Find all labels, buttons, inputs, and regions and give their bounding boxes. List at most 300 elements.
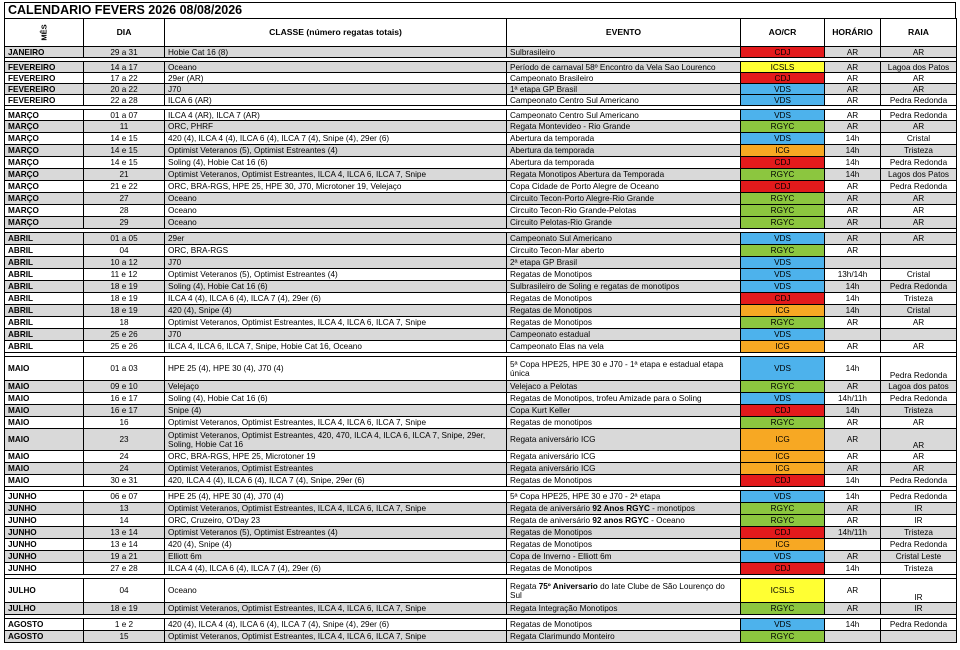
cell-aocr: RGYC	[741, 193, 825, 205]
cell-horario: 14h	[825, 475, 881, 487]
cell-evento: Regatas de Monotipos	[507, 563, 741, 575]
table-row	[5, 95, 957, 106]
cell-mes: ABRIL	[5, 269, 84, 281]
cell-raia: Pedra Redonda	[881, 181, 957, 193]
cell-dia: 01 a 05	[84, 233, 165, 245]
cell-aocr: RGYC	[741, 317, 825, 329]
cell-mes: ABRIL	[5, 293, 84, 305]
cell-dia: 13	[84, 503, 165, 515]
cell-horario: AR	[825, 84, 881, 95]
spreadsheet	[4, 2, 956, 643]
cell-dia: 14 a 17	[84, 62, 165, 73]
cell-mes: MARÇO	[5, 110, 84, 121]
cell-aocr: VDS	[741, 233, 825, 245]
cell-horario: AR	[825, 121, 881, 133]
cell-mes: AGOSTO	[5, 631, 84, 643]
cell-evento: 5ª Copa HPE25, HPE 30 e J70 - 1ª etapa e estadual etapa única	[507, 357, 741, 381]
table-row	[5, 579, 957, 603]
cell-raia: AR	[881, 451, 957, 463]
cell-evento: Regatas de Monotipos	[507, 619, 741, 631]
cell-aocr: RGYC	[741, 217, 825, 229]
cell-mes: ABRIL	[5, 317, 84, 329]
cell-dia: 04	[84, 579, 165, 603]
cell-horario: AR	[825, 62, 881, 73]
cell-raia: Tristeza	[881, 563, 957, 575]
cell-mes: JUNHO	[5, 563, 84, 575]
cell-raia: IR	[881, 603, 957, 615]
cell-evento: Copa Kurt Keller	[507, 405, 741, 417]
cell-mes: JANEIRO	[5, 47, 84, 58]
cell-raia: Pedra Redonda	[881, 281, 957, 293]
cell-horario: 14h	[825, 169, 881, 181]
table-row	[5, 527, 957, 539]
sheet-title: CALENDARIO FEVERS 2026 08/08/2026	[4, 2, 956, 18]
cell-raia: AR	[881, 429, 957, 451]
cell-classe: ILCA 4 (AR), ILCA 7 (AR)	[165, 110, 507, 121]
cell-classe: Soling (4), Hobie Cat 16 (6)	[165, 157, 507, 169]
cell-mes: JUNHO	[5, 503, 84, 515]
cell-classe: 420 (4), Snipe (4)	[165, 539, 507, 551]
cell-horario: 14h	[825, 157, 881, 169]
cell-aocr: CDJ	[741, 73, 825, 84]
cell-dia: 18 e 19	[84, 603, 165, 615]
cell-classe: Oceano	[165, 205, 507, 217]
cell-mes: JUNHO	[5, 527, 84, 539]
cell-mes: MARÇO	[5, 169, 84, 181]
cell-aocr: CDJ	[741, 475, 825, 487]
cell-raia: Lagoa dos patos	[881, 381, 957, 393]
cell-mes: MAIO	[5, 429, 84, 451]
cell-dia: 13 e 14	[84, 527, 165, 539]
cell-aocr: ICSLS	[741, 62, 825, 73]
cell-evento: Circuito Tecon-Mar aberto	[507, 245, 741, 257]
cell-evento: Campeonato Sul Americano	[507, 233, 741, 245]
table-row	[5, 233, 957, 245]
cell-classe: Optimist Veteranos, Optimist Estreantes, ILCA 4, ILCA 6, ILCA 7, Snipe	[165, 631, 507, 643]
table-row	[5, 563, 957, 575]
cell-raia: Pedra Redonda	[881, 95, 957, 106]
table-row	[5, 329, 957, 341]
cell-aocr: RGYC	[741, 169, 825, 181]
cell-classe: 420 (4), ILCA 4 (4), ILCA 6 (4), ILCA 7 (4), Snipe (4), 29er (6)	[165, 619, 507, 631]
table-row	[5, 269, 957, 281]
cell-raia: AR	[881, 47, 957, 58]
header-row	[5, 19, 957, 47]
cell-mes: MARÇO	[5, 133, 84, 145]
cell-raia: Cristal	[881, 133, 957, 145]
cell-classe: ORC, BRA-RGS, HPE 25, HPE 30, J70, Microtoner 19, Velejaço	[165, 181, 507, 193]
cell-dia: 14	[84, 515, 165, 527]
cell-dia: 25 e 26	[84, 341, 165, 353]
cell-classe: 29er (AR)	[165, 73, 507, 84]
table-row	[5, 503, 957, 515]
cell-mes: ABRIL	[5, 305, 84, 317]
cell-aocr: VDS	[741, 281, 825, 293]
cell-mes: FEVEREIRO	[5, 84, 84, 95]
cell-dia: 27 e 28	[84, 563, 165, 575]
cell-dia: 10 a 12	[84, 257, 165, 269]
cell-horario: AR	[825, 181, 881, 193]
cell-aocr: ICG	[741, 429, 825, 451]
cell-raia: Pedra Redonda	[881, 539, 957, 551]
table-row	[5, 169, 957, 181]
table-row	[5, 62, 957, 73]
table-row	[5, 619, 957, 631]
table-row	[5, 539, 957, 551]
cell-dia: 28	[84, 205, 165, 217]
cell-mes: ABRIL	[5, 329, 84, 341]
cell-horario: AR	[825, 603, 881, 615]
cell-classe: Optimist Veteranos, Optimist Estreantes	[165, 463, 507, 475]
cell-mes: ABRIL	[5, 257, 84, 269]
cell-classe: J70	[165, 329, 507, 341]
cell-raia: Pedra Redonda	[881, 619, 957, 631]
cell-aocr: CDJ	[741, 563, 825, 575]
cell-evento: Circuito Tecon-Rio Grande-Pelotas	[507, 205, 741, 217]
cell-classe: ORC, PHRF	[165, 121, 507, 133]
cell-raia	[881, 631, 957, 643]
cell-evento: Regatas de Monotipos	[507, 317, 741, 329]
cell-raia: Pedra Redonda	[881, 475, 957, 487]
cell-raia: Tristeza	[881, 145, 957, 157]
cell-mes: ABRIL	[5, 281, 84, 293]
calendar-table	[4, 18, 957, 643]
cell-classe: Oceano	[165, 217, 507, 229]
cell-dia: 21 e 22	[84, 181, 165, 193]
cell-horario: 14h	[825, 133, 881, 145]
table-row	[5, 217, 957, 229]
cell-evento: Sulbrasileiro de Soling e regatas de monotipos	[507, 281, 741, 293]
cell-evento: Regatas de Monotipos	[507, 527, 741, 539]
cell-raia	[881, 245, 957, 257]
cell-aocr: CDJ	[741, 157, 825, 169]
cell-evento: Sulbrasileiro	[507, 47, 741, 58]
cell-evento: Regata aniversário ICG	[507, 463, 741, 475]
table-row	[5, 73, 957, 84]
cell-raia: Cristal	[881, 305, 957, 317]
cell-raia: Pedra Redonda	[881, 110, 957, 121]
cell-horario: 14h	[825, 491, 881, 503]
cell-classe: 420 (4), ILCA 4 (4), ILCA 6 (4), ILCA 7 (4), Snipe (4), 29er (6)	[165, 133, 507, 145]
table-row	[5, 515, 957, 527]
cell-mes: MARÇO	[5, 157, 84, 169]
cell-horario	[825, 329, 881, 341]
cell-aocr: VDS	[741, 110, 825, 121]
cell-horario: AR	[825, 381, 881, 393]
cell-aocr: CDJ	[741, 47, 825, 58]
cell-classe: HPE 25 (4), HPE 30 (4), J70 (4)	[165, 357, 507, 381]
cell-mes: MARÇO	[5, 145, 84, 157]
table-row	[5, 245, 957, 257]
cell-evento: Copa Cidade de Porto Alegre de Oceano	[507, 181, 741, 193]
cell-horario: 14h	[825, 281, 881, 293]
cell-mes: MAIO	[5, 405, 84, 417]
table-row	[5, 551, 957, 563]
cell-classe: ORC, BRA-RGS, HPE 25, Microtoner 19	[165, 451, 507, 463]
cell-classe: 420, ILCA 4 (4), ILCA 6 (4), ILCA 7 (4), Snipe, 29er (6)	[165, 475, 507, 487]
cell-classe: ILCA 4 (4), ILCA 6 (4), ILCA 7 (4), 29er (6)	[165, 293, 507, 305]
cell-dia: 30 e 31	[84, 475, 165, 487]
table-row	[5, 317, 957, 329]
table-row	[5, 293, 957, 305]
cell-horario: AR	[825, 110, 881, 121]
table-row	[5, 157, 957, 169]
cell-classe: Optimist Veteranos (5), Optimist Estreantes (4)	[165, 145, 507, 157]
cell-horario: 14h	[825, 405, 881, 417]
cell-evento: Campeonato Elas na vela	[507, 341, 741, 353]
cell-evento: Abertura da temporada	[507, 133, 741, 145]
table-row	[5, 47, 957, 58]
cell-aocr: VDS	[741, 491, 825, 503]
cell-evento: 1ª etapa GP Brasil	[507, 84, 741, 95]
cell-classe: J70	[165, 257, 507, 269]
cell-classe: Optimist Veteranos, Optimist Estreantes, ILCA 4, ILCA 6, ILCA 7, Snipe	[165, 169, 507, 181]
cell-horario: AR	[825, 73, 881, 84]
cell-dia: 17 a 22	[84, 73, 165, 84]
cell-horario: AR	[825, 451, 881, 463]
cell-evento: Regatas de Monotipos	[507, 539, 741, 551]
cell-dia: 19 a 21	[84, 551, 165, 563]
cell-classe: Soling (4), Hobie Cat 16 (6)	[165, 281, 507, 293]
cell-horario: AR	[825, 205, 881, 217]
cell-aocr: ICSLS	[741, 579, 825, 603]
cell-horario: AR	[825, 463, 881, 475]
cell-horario: AR	[825, 429, 881, 451]
table-body	[5, 47, 957, 643]
cell-raia: IR	[881, 579, 957, 603]
cell-dia: 16 e 17	[84, 405, 165, 417]
cell-aocr: RGYC	[741, 205, 825, 217]
cell-mes: MAIO	[5, 451, 84, 463]
cell-mes: ABRIL	[5, 233, 84, 245]
cell-evento: Campeonato estadual	[507, 329, 741, 341]
cell-aocr: RGYC	[741, 603, 825, 615]
cell-aocr: VDS	[741, 357, 825, 381]
header-dia: DIA	[84, 19, 165, 47]
cell-dia: 29 a 31	[84, 47, 165, 58]
cell-aocr: VDS	[741, 84, 825, 95]
cell-horario: AR	[825, 47, 881, 58]
cell-raia: Tristeza	[881, 527, 957, 539]
cell-aocr: CDJ	[741, 527, 825, 539]
cell-dia: 18	[84, 317, 165, 329]
cell-horario: 13h/14h	[825, 269, 881, 281]
cell-horario: 14h/11h	[825, 393, 881, 405]
table-row	[5, 133, 957, 145]
cell-evento: Abertura da temporada	[507, 145, 741, 157]
cell-dia: 14 e 15	[84, 157, 165, 169]
cell-dia: 15	[84, 631, 165, 643]
cell-horario: 14h/11h	[825, 527, 881, 539]
cell-dia: 14 e 15	[84, 133, 165, 145]
table-row	[5, 257, 957, 269]
cell-classe: ILCA 4, ILCA 6, ILCA 7, Snipe, Hobie Cat 16, Oceano	[165, 341, 507, 353]
cell-mes: MARÇO	[5, 217, 84, 229]
cell-dia: 16	[84, 417, 165, 429]
table-row	[5, 463, 957, 475]
cell-dia: 22 a 28	[84, 95, 165, 106]
cell-mes: MARÇO	[5, 193, 84, 205]
cell-evento: Regata aniversário ICG	[507, 429, 741, 451]
cell-evento: Regata aniversário ICG	[507, 451, 741, 463]
cell-horario: 14h	[825, 293, 881, 305]
cell-raia: Tristeza	[881, 405, 957, 417]
table-row	[5, 181, 957, 193]
cell-mes: JULHO	[5, 579, 84, 603]
cell-dia: 01 a 07	[84, 110, 165, 121]
cell-classe: Velejaço	[165, 381, 507, 393]
cell-aocr: RGYC	[741, 381, 825, 393]
cell-aocr: ICG	[741, 463, 825, 475]
table-row	[5, 631, 957, 643]
header-evento: EVENTO	[507, 19, 741, 47]
cell-dia: 16 e 17	[84, 393, 165, 405]
cell-raia: Lagoa dos Patos	[881, 62, 957, 73]
cell-raia: Pedra Redonda	[881, 157, 957, 169]
cell-horario: AR	[825, 579, 881, 603]
cell-raia: Cristal Leste	[881, 551, 957, 563]
cell-dia: 06 e 07	[84, 491, 165, 503]
cell-evento: Período de carnaval 58º Encontro da Vela Sao Lourenco	[507, 62, 741, 73]
cell-classe: HPE 25 (4), HPE 30 (4), J70 (4)	[165, 491, 507, 503]
cell-aocr: ICG	[741, 145, 825, 157]
cell-aocr: RGYC	[741, 245, 825, 257]
cell-evento: Abertura da temporada	[507, 157, 741, 169]
cell-aocr: RGYC	[741, 121, 825, 133]
cell-raia: IR	[881, 503, 957, 515]
cell-raia: AR	[881, 84, 957, 95]
cell-evento: Campeonato Centro Sul Americano	[507, 95, 741, 106]
cell-aocr: VDS	[741, 329, 825, 341]
cell-aocr: RGYC	[741, 417, 825, 429]
cell-evento: Regata de aniversário 92 Anos RGYC - monotipos	[507, 503, 741, 515]
header-raia: RAIA	[881, 19, 957, 47]
cell-classe: Optimist Veteranos (5), Optimist Estreantes (4)	[165, 269, 507, 281]
cell-classe: Elliott 6m	[165, 551, 507, 563]
table-row	[5, 603, 957, 615]
table-row	[5, 475, 957, 487]
table-row	[5, 381, 957, 393]
table-row	[5, 145, 957, 157]
cell-raia: Lagos dos Patos	[881, 169, 957, 181]
cell-dia: 13 e 14	[84, 539, 165, 551]
cell-classe: J70	[165, 84, 507, 95]
cell-dia: 11	[84, 121, 165, 133]
cell-aocr: VDS	[741, 95, 825, 106]
cell-horario: AR	[825, 417, 881, 429]
cell-dia: 24	[84, 463, 165, 475]
cell-classe: 420 (4), Snipe (4)	[165, 305, 507, 317]
cell-horario: 14h	[825, 619, 881, 631]
cell-mes: MAIO	[5, 393, 84, 405]
cell-dia: 09 e 10	[84, 381, 165, 393]
cell-mes: MAIO	[5, 381, 84, 393]
cell-aocr: VDS	[741, 133, 825, 145]
cell-classe: Optimist Veteranos, Optimist Estreantes, ILCA 4, ILCA 6, ILCA 7, Snipe	[165, 417, 507, 429]
cell-classe: Soling (4), Hobie Cat 16 (6)	[165, 393, 507, 405]
cell-horario: AR	[825, 233, 881, 245]
cell-aocr: ICG	[741, 451, 825, 463]
cell-horario: AR	[825, 341, 881, 353]
cell-classe: Oceano	[165, 579, 507, 603]
cell-aocr: RGYC	[741, 631, 825, 643]
cell-dia: 11 e 12	[84, 269, 165, 281]
cell-evento: Regatas de Monotipos	[507, 305, 741, 317]
cell-horario: AR	[825, 95, 881, 106]
cell-horario: AR	[825, 245, 881, 257]
cell-horario: AR	[825, 317, 881, 329]
cell-dia: 18 e 19	[84, 293, 165, 305]
cell-classe: Optimist Veteranos (5), Optimist Estreantes (4)	[165, 527, 507, 539]
cell-mes: JULHO	[5, 603, 84, 615]
cell-evento: Regatas de Monotipos, trofeu Amizade para o Soling	[507, 393, 741, 405]
cell-evento: Regatas de Monotipos	[507, 269, 741, 281]
cell-evento: Regata Montevideo - Rio Grande	[507, 121, 741, 133]
cell-evento: Regata Monotipos Abertura da Temporada	[507, 169, 741, 181]
cell-mes: MARÇO	[5, 205, 84, 217]
cell-evento: Regatas de Monotipos	[507, 293, 741, 305]
cell-evento: Regatas de monotipos	[507, 417, 741, 429]
cell-aocr: VDS	[741, 551, 825, 563]
cell-raia: AR	[881, 193, 957, 205]
cell-classe: ORC, Cruzeiro, O'Day 23	[165, 515, 507, 527]
table-row	[5, 341, 957, 353]
cell-raia: AR	[881, 205, 957, 217]
cell-evento: Campeonato Brasileiro	[507, 73, 741, 84]
table-row	[5, 405, 957, 417]
cell-mes: AGOSTO	[5, 619, 84, 631]
cell-mes: MAIO	[5, 475, 84, 487]
cell-classe: Optimist Veteranos, Optimist Estreantes, 420, 470, ILCA 4, ILCA 6, ILCA 7, Snipe, 29er, Soling, Hobie Cat 16	[165, 429, 507, 451]
cell-raia: AR	[881, 233, 957, 245]
cell-horario	[825, 539, 881, 551]
cell-horario: 14h	[825, 357, 881, 381]
cell-aocr: RGYC	[741, 515, 825, 527]
cell-mes: JUNHO	[5, 515, 84, 527]
cell-evento: Regatas de Monotipos	[507, 475, 741, 487]
cell-aocr: VDS	[741, 393, 825, 405]
cell-mes: MARÇO	[5, 121, 84, 133]
cell-horario: AR	[825, 503, 881, 515]
cell-dia: 29	[84, 217, 165, 229]
table-row	[5, 193, 957, 205]
cell-classe: ORC, BRA-RGS	[165, 245, 507, 257]
table-row	[5, 451, 957, 463]
cell-aocr: ICG	[741, 305, 825, 317]
table-row	[5, 357, 957, 381]
cell-mes: MAIO	[5, 463, 84, 475]
cell-dia: 18 e 19	[84, 305, 165, 317]
cell-raia: AR	[881, 341, 957, 353]
table-row	[5, 491, 957, 503]
cell-dia: 14 e 15	[84, 145, 165, 157]
cell-dia: 1 e 2	[84, 619, 165, 631]
cell-aocr: ICG	[741, 341, 825, 353]
cell-raia: AR	[881, 73, 957, 84]
cell-raia	[881, 257, 957, 269]
cell-raia: AR	[881, 463, 957, 475]
cell-dia: 23	[84, 429, 165, 451]
cell-dia: 18 e 19	[84, 281, 165, 293]
cell-raia: Cristal	[881, 269, 957, 281]
cell-evento: Velejaco a Pelotas	[507, 381, 741, 393]
cell-classe: Optimist Veteranos, Optimist Estreantes, ILCA 4, ILCA 6, ILCA 7, Snipe	[165, 503, 507, 515]
cell-classe: Optimist Veteranos, Optimist Estreantes, ILCA 4, ILCA 6, ILCA 7, Snipe	[165, 603, 507, 615]
cell-evento: Circuito Tecon-Porto Alegre-Rio Grande	[507, 193, 741, 205]
cell-raia: Pedra Redonda	[881, 393, 957, 405]
cell-aocr: VDS	[741, 269, 825, 281]
cell-aocr: CDJ	[741, 181, 825, 193]
